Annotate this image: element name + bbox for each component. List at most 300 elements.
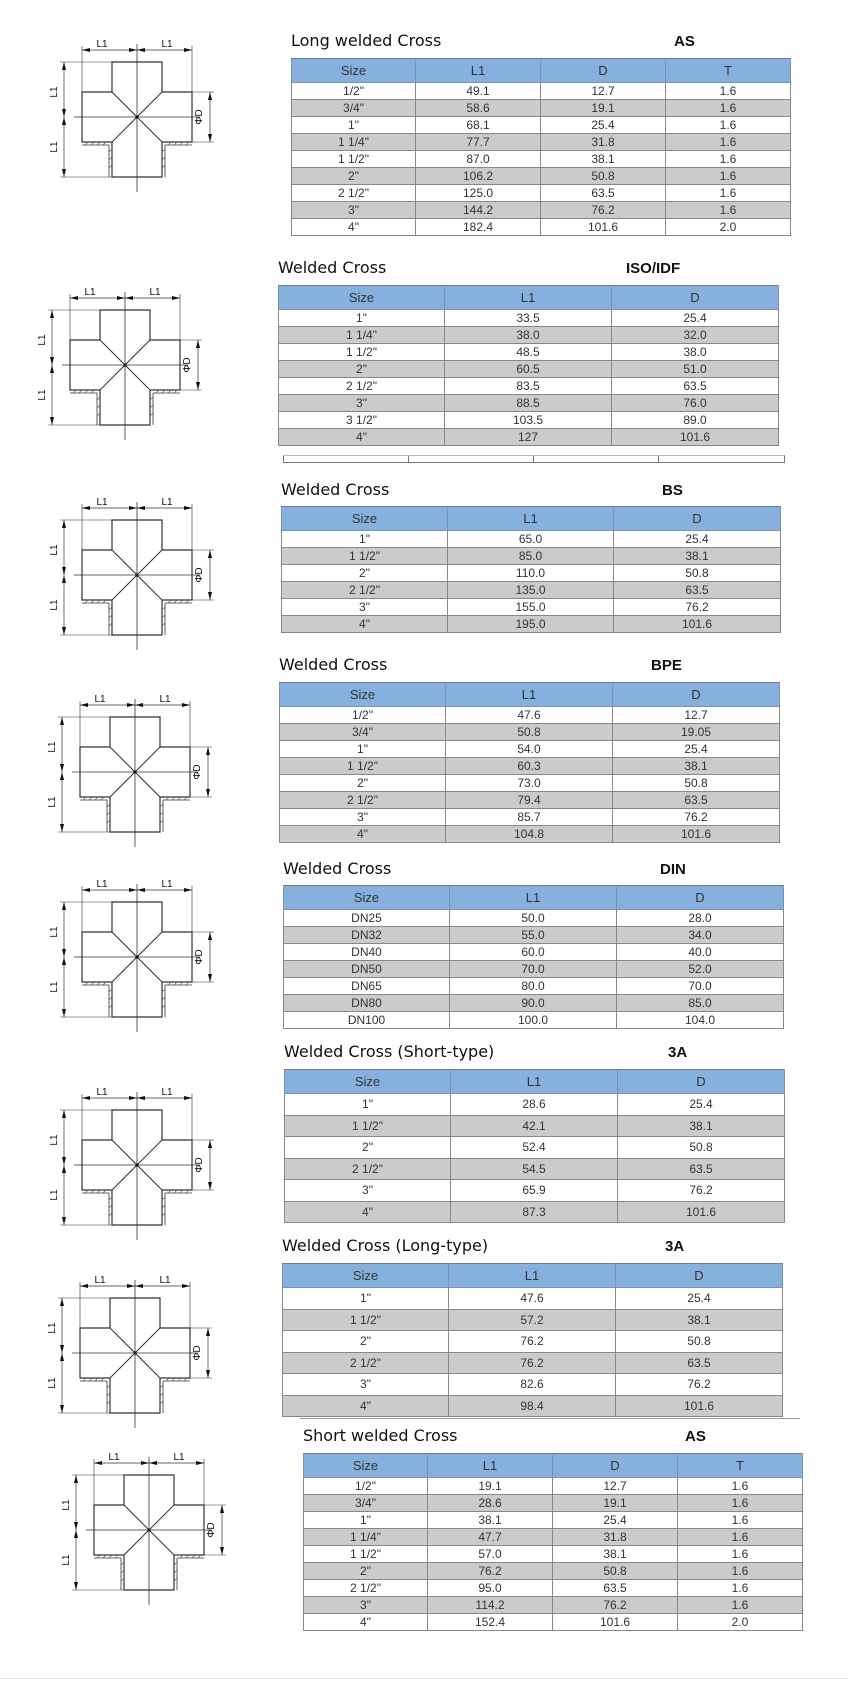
cross-fitting-drawing-icon	[47, 1275, 220, 1443]
table-row	[285, 1137, 785, 1159]
table-cell: 127	[445, 429, 612, 446]
table-row	[279, 327, 779, 344]
table-row	[284, 927, 784, 944]
section-title: Welded Cross	[278, 258, 387, 277]
table-header-row	[292, 59, 791, 83]
table-row	[292, 83, 791, 100]
column-header: Size	[282, 507, 448, 531]
table-cell: 3/4"	[280, 724, 446, 741]
table-cell: 28.0	[617, 910, 784, 927]
table-cell: 1 1/4"	[279, 327, 445, 344]
bottom-divider	[0, 1678, 848, 1679]
dimension-label-l1: L1	[159, 694, 171, 705]
dimension-label-l1: L1	[49, 544, 60, 556]
table-cell: 25.4	[541, 117, 666, 134]
table-cell: 55.0	[450, 927, 617, 944]
table-cell: 50.8	[616, 1331, 783, 1353]
table-cell: 1 1/2"	[304, 1546, 428, 1563]
cross-fitting-drawing-icon	[47, 694, 220, 862]
table-cell: 38.0	[445, 327, 612, 344]
table-row	[285, 1180, 785, 1202]
table-cell: 38.1	[553, 1546, 678, 1563]
table-cell: DN100	[284, 1012, 450, 1029]
table-row	[282, 599, 781, 616]
dimension-label-l1: L1	[149, 287, 161, 298]
table-header-row	[285, 1070, 785, 1094]
dimension-label-l1: L1	[49, 981, 60, 993]
table-row	[284, 1012, 784, 1029]
table-cell: 50.8	[541, 168, 666, 185]
dimension-label-l1: L1	[161, 39, 173, 50]
table-cell: 63.5	[553, 1580, 678, 1597]
dimension-label-l1: L1	[173, 1452, 185, 1463]
table-cell: 3"	[285, 1180, 451, 1202]
column-header: D	[541, 59, 666, 83]
dimension-label-l1: L1	[94, 1275, 106, 1286]
table-cell: 76.2	[616, 1374, 783, 1396]
table-cell: 33.5	[445, 310, 612, 327]
table-cell: 70.0	[450, 961, 617, 978]
dimension-label-l1: L1	[37, 389, 48, 401]
table-cell: 1.6	[678, 1495, 803, 1512]
table-row	[282, 565, 781, 582]
table-cell: 2"	[283, 1331, 449, 1353]
table-row	[284, 995, 784, 1012]
table-cell: 2 1/2"	[279, 378, 445, 395]
table-cell: 1.6	[666, 151, 791, 168]
dimension-label-diameter: ΦD	[206, 1522, 217, 1538]
table-cell: 60.3	[446, 758, 613, 775]
table-cell: 60.5	[445, 361, 612, 378]
dimension-label-l1: L1	[47, 741, 58, 753]
table-cell: DN80	[284, 995, 450, 1012]
table-row	[304, 1563, 803, 1580]
section-title: Long welded Cross	[291, 31, 442, 50]
table-cell: 1.6	[678, 1563, 803, 1580]
table-cell: 101.6	[618, 1201, 785, 1223]
divider-line	[300, 1418, 800, 1419]
section-title: Welded Cross (Short-type)	[284, 1042, 495, 1061]
column-header: D	[618, 1070, 785, 1094]
table-cell: 1 1/2"	[285, 1115, 451, 1137]
cross-fitting-drawing-icon	[49, 1087, 222, 1255]
table-row	[282, 582, 781, 599]
cross-fitting-drawing-icon	[37, 287, 210, 455]
table-row	[285, 1158, 785, 1180]
table-cell: 103.5	[445, 412, 612, 429]
table-cell: 60.0	[450, 944, 617, 961]
table-cell: 63.5	[616, 1352, 783, 1374]
table-row	[304, 1580, 803, 1597]
table-cell: 63.5	[613, 792, 780, 809]
table-cell: 80.0	[450, 978, 617, 995]
table-row	[282, 531, 781, 548]
table-cell: 1"	[282, 531, 448, 548]
table-cell: 52.4	[451, 1137, 618, 1159]
column-header: D	[614, 507, 781, 531]
table-cell: 101.6	[541, 219, 666, 236]
table-cell: 47.6	[446, 707, 613, 724]
table-cell: 1.6	[666, 117, 791, 134]
table-row	[285, 1094, 785, 1116]
section-title: Welded Cross	[283, 859, 392, 878]
table-cell: 95.0	[428, 1580, 553, 1597]
table-cell: 12.7	[541, 83, 666, 100]
dimension-label-diameter: ΦD	[194, 1157, 205, 1173]
table-cell: 76.2	[614, 599, 781, 616]
column-header: Size	[279, 286, 445, 310]
table-cell: 54.0	[446, 741, 613, 758]
table-cell: 1/2"	[292, 83, 416, 100]
table-cell: 68.1	[416, 117, 541, 134]
dimension-label-l1: L1	[96, 1087, 108, 1098]
cross-fitting-drawing-icon	[49, 39, 222, 207]
table-header-row	[284, 886, 784, 910]
table-row	[280, 724, 780, 741]
table-cell: 101.6	[612, 429, 779, 446]
table-cell: 1.6	[678, 1478, 803, 1495]
table-cell: 76.2	[553, 1597, 678, 1614]
table-cell: 1 1/2"	[279, 344, 445, 361]
table-cell: 4"	[280, 826, 446, 843]
table-cell: 2 1/2"	[304, 1580, 428, 1597]
table-cell: 54.5	[451, 1158, 618, 1180]
table-row	[279, 429, 779, 446]
column-header: D	[612, 286, 779, 310]
table-cell: 1"	[279, 310, 445, 327]
table-cell: 79.4	[446, 792, 613, 809]
standard-label: 3A	[668, 1044, 688, 1061]
cross-fitting-drawing-icon	[61, 1452, 234, 1620]
table-cell: DN65	[284, 978, 450, 995]
table-cell: 12.7	[613, 707, 780, 724]
table-row	[304, 1478, 803, 1495]
table-cell: 125.0	[416, 185, 541, 202]
table-row	[280, 826, 780, 843]
table-cell: 110.0	[448, 565, 614, 582]
dimension-label-l1: L1	[47, 1377, 58, 1389]
table-cell: 1.6	[678, 1580, 803, 1597]
table-cell: 3"	[279, 395, 445, 412]
table-row	[285, 1115, 785, 1137]
table-cell: 2 1/2"	[292, 185, 416, 202]
spec-table	[284, 1069, 785, 1223]
table-cell: 25.4	[613, 741, 780, 758]
table-cell: 3/4"	[304, 1495, 428, 1512]
table-cell: 2.0	[678, 1614, 803, 1631]
column-header: L1	[451, 1070, 618, 1094]
column-header: Size	[285, 1070, 451, 1094]
table-row	[304, 1597, 803, 1614]
table-cell: 73.0	[446, 775, 613, 792]
table-cell: 2"	[285, 1137, 451, 1159]
table-cell: 63.5	[612, 378, 779, 395]
table-cell: DN40	[284, 944, 450, 961]
column-header: Size	[280, 683, 446, 707]
table-cell: 2 1/2"	[280, 792, 446, 809]
table-cell: 70.0	[617, 978, 784, 995]
dimension-label-diameter: ΦD	[182, 357, 193, 373]
table-cell: 28.6	[451, 1094, 618, 1116]
table-cell: 63.5	[614, 582, 781, 599]
table-cell: 3"	[292, 202, 416, 219]
table-cell: 152.4	[428, 1614, 553, 1631]
table-cell: 90.0	[450, 995, 617, 1012]
table-cell: 89.0	[612, 412, 779, 429]
table-row	[280, 809, 780, 826]
table-cell: 2 1/2"	[285, 1158, 451, 1180]
table-cell: 101.6	[553, 1614, 678, 1631]
table-cell: 3"	[280, 809, 446, 826]
table-row	[283, 1352, 783, 1374]
dimension-label-l1: L1	[49, 141, 60, 153]
table-cell: 1"	[304, 1512, 428, 1529]
table-row	[283, 1374, 783, 1396]
partial-table-strip	[283, 455, 785, 463]
dimension-label-l1: L1	[159, 1275, 171, 1286]
table-cell: 38.1	[616, 1309, 783, 1331]
table-cell: 182.4	[416, 219, 541, 236]
dimension-label-l1: L1	[96, 879, 108, 890]
dimension-label-l1: L1	[61, 1554, 72, 1566]
dimension-label-l1: L1	[47, 1322, 58, 1334]
table-cell: 28.6	[428, 1495, 553, 1512]
table-cell: 38.1	[541, 151, 666, 168]
table-row	[279, 412, 779, 429]
table-cell: 101.6	[616, 1395, 783, 1417]
table-cell: 104.8	[446, 826, 613, 843]
table-row	[284, 978, 784, 995]
table-cell: 38.1	[614, 548, 781, 565]
section-title: Welded Cross	[279, 655, 388, 674]
standard-label: 3A	[665, 1238, 685, 1255]
dimension-label-l1: L1	[49, 86, 60, 98]
table-cell: 1"	[283, 1288, 449, 1310]
table-cell: 85.0	[448, 548, 614, 565]
dimension-label-l1: L1	[49, 1134, 60, 1146]
table-row	[284, 961, 784, 978]
table-cell: 57.2	[449, 1309, 616, 1331]
column-header: D	[617, 886, 784, 910]
table-header-row	[279, 286, 779, 310]
column-header: L1	[446, 683, 613, 707]
table-row	[292, 185, 791, 202]
column-header: L1	[416, 59, 541, 83]
table-cell: 65.9	[451, 1180, 618, 1202]
table-cell: 88.5	[445, 395, 612, 412]
cross-fitting-drawing-icon	[49, 497, 222, 665]
table-cell: 1.6	[666, 100, 791, 117]
dimension-label-l1: L1	[47, 796, 58, 808]
table-row	[285, 1201, 785, 1223]
table-cell: 31.8	[553, 1529, 678, 1546]
table-header-row	[282, 507, 781, 531]
table-cell: 25.4	[616, 1288, 783, 1310]
table-cell: 38.1	[613, 758, 780, 775]
table-cell: 32.0	[612, 327, 779, 344]
cross-fitting-drawing-icon	[49, 879, 222, 1047]
table-cell: 76.2	[428, 1563, 553, 1580]
table-cell: 25.4	[614, 531, 781, 548]
spec-table	[278, 285, 779, 446]
column-header: L1	[448, 507, 614, 531]
table-cell: 25.4	[612, 310, 779, 327]
table-row	[279, 344, 779, 361]
table-row	[304, 1495, 803, 1512]
table-cell: 58.6	[416, 100, 541, 117]
table-cell: 50.8	[613, 775, 780, 792]
dimension-label-l1: L1	[161, 1087, 173, 1098]
table-cell: 51.0	[612, 361, 779, 378]
section-title: Welded Cross (Long-type)	[282, 1236, 489, 1255]
table-cell: 50.8	[618, 1137, 785, 1159]
table-cell: 3"	[304, 1597, 428, 1614]
table-row	[283, 1331, 783, 1353]
dimension-label-l1: L1	[94, 694, 106, 705]
column-header: Size	[292, 59, 416, 83]
table-cell: 83.5	[445, 378, 612, 395]
table-cell: 101.6	[614, 616, 781, 633]
table-cell: 85.7	[446, 809, 613, 826]
table-cell: 1.6	[666, 185, 791, 202]
table-cell: 76.2	[541, 202, 666, 219]
table-cell: 19.1	[541, 100, 666, 117]
table-row	[284, 944, 784, 961]
table-cell: 82.6	[449, 1374, 616, 1396]
table-cell: 1.6	[666, 202, 791, 219]
table-cell: 4"	[282, 616, 448, 633]
table-cell: 76.0	[612, 395, 779, 412]
table-cell: 85.0	[617, 995, 784, 1012]
table-row	[280, 792, 780, 809]
column-header: Size	[284, 886, 450, 910]
table-cell: 1.6	[666, 134, 791, 151]
table-cell: 63.5	[618, 1158, 785, 1180]
table-row	[284, 910, 784, 927]
table-cell: 52.0	[617, 961, 784, 978]
dimension-label-diameter: ΦD	[192, 764, 203, 780]
table-cell: 1"	[280, 741, 446, 758]
table-header-row	[280, 683, 780, 707]
table-cell: 76.2	[613, 809, 780, 826]
column-header: T	[678, 1454, 803, 1478]
table-cell: DN50	[284, 961, 450, 978]
spec-table	[283, 885, 784, 1029]
table-cell: 63.5	[541, 185, 666, 202]
table-cell: 12.7	[553, 1478, 678, 1495]
table-cell: 1.6	[666, 83, 791, 100]
table-cell: 1.6	[678, 1512, 803, 1529]
table-cell: 3"	[283, 1374, 449, 1396]
table-cell: 19.05	[613, 724, 780, 741]
table-cell: 104.0	[617, 1012, 784, 1029]
table-cell: 1 1/4"	[304, 1529, 428, 1546]
table-row	[292, 219, 791, 236]
dimension-label-l1: L1	[84, 287, 96, 298]
dimension-label-l1: L1	[96, 497, 108, 508]
dimension-label-diameter: ΦD	[194, 109, 205, 125]
table-cell: 25.4	[618, 1094, 785, 1116]
standard-label: BS	[662, 482, 683, 499]
column-header: T	[666, 59, 791, 83]
standard-label: DIN	[660, 861, 686, 878]
column-header: L1	[445, 286, 612, 310]
table-cell: 1 1/2"	[280, 758, 446, 775]
table-cell: 65.0	[448, 531, 614, 548]
table-row	[292, 168, 791, 185]
table-cell: 50.8	[614, 565, 781, 582]
table-cell: 1"	[292, 117, 416, 134]
table-cell: 76.2	[618, 1180, 785, 1202]
table-row	[292, 100, 791, 117]
table-row	[283, 1288, 783, 1310]
table-cell: 144.2	[416, 202, 541, 219]
table-row	[292, 117, 791, 134]
spec-table	[281, 506, 781, 633]
dimension-label-diameter: ΦD	[194, 567, 205, 583]
table-row	[280, 741, 780, 758]
table-cell: 2"	[282, 565, 448, 582]
dimension-label-l1: L1	[49, 1189, 60, 1201]
table-cell: 2 1/2"	[283, 1352, 449, 1374]
dimension-label-l1: L1	[161, 879, 173, 890]
table-cell: 1 1/2"	[292, 151, 416, 168]
dimension-label-l1: L1	[49, 926, 60, 938]
table-cell: 87.0	[416, 151, 541, 168]
dimension-label-l1: L1	[96, 39, 108, 50]
table-cell: 38.1	[428, 1512, 553, 1529]
table-row	[282, 548, 781, 565]
section-title: Welded Cross	[281, 480, 390, 499]
table-row	[280, 707, 780, 724]
table-cell: 4"	[283, 1395, 449, 1417]
table-cell: 25.4	[553, 1512, 678, 1529]
table-cell: 1.6	[678, 1529, 803, 1546]
table-row	[279, 361, 779, 378]
table-cell: 1 1/4"	[292, 134, 416, 151]
table-cell: 19.1	[428, 1478, 553, 1495]
table-cell: 195.0	[448, 616, 614, 633]
table-cell: 106.2	[416, 168, 541, 185]
table-cell: 77.7	[416, 134, 541, 151]
table-cell: 3"	[282, 599, 448, 616]
table-cell: 1 1/2"	[282, 548, 448, 565]
column-header: Size	[304, 1454, 428, 1478]
table-row	[304, 1529, 803, 1546]
table-cell: 48.5	[445, 344, 612, 361]
table-cell: 1.6	[666, 168, 791, 185]
table-cell: 34.0	[617, 927, 784, 944]
table-cell: 114.2	[428, 1597, 553, 1614]
table-cell: 98.4	[449, 1395, 616, 1417]
table-cell: 50.0	[450, 910, 617, 927]
table-row	[304, 1546, 803, 1563]
dimension-label-l1: L1	[49, 599, 60, 611]
table-cell: 42.1	[451, 1115, 618, 1137]
column-header: D	[553, 1454, 678, 1478]
table-cell: DN25	[284, 910, 450, 927]
table-header-row	[283, 1264, 783, 1288]
table-cell: 47.7	[428, 1529, 553, 1546]
dimension-label-diameter: ΦD	[194, 949, 205, 965]
table-cell: 47.6	[449, 1288, 616, 1310]
table-cell: 1/2"	[280, 707, 446, 724]
table-cell: 31.8	[541, 134, 666, 151]
table-row	[304, 1512, 803, 1529]
table-cell: 40.0	[617, 944, 784, 961]
table-row	[304, 1614, 803, 1631]
dimension-label-l1: L1	[37, 334, 48, 346]
